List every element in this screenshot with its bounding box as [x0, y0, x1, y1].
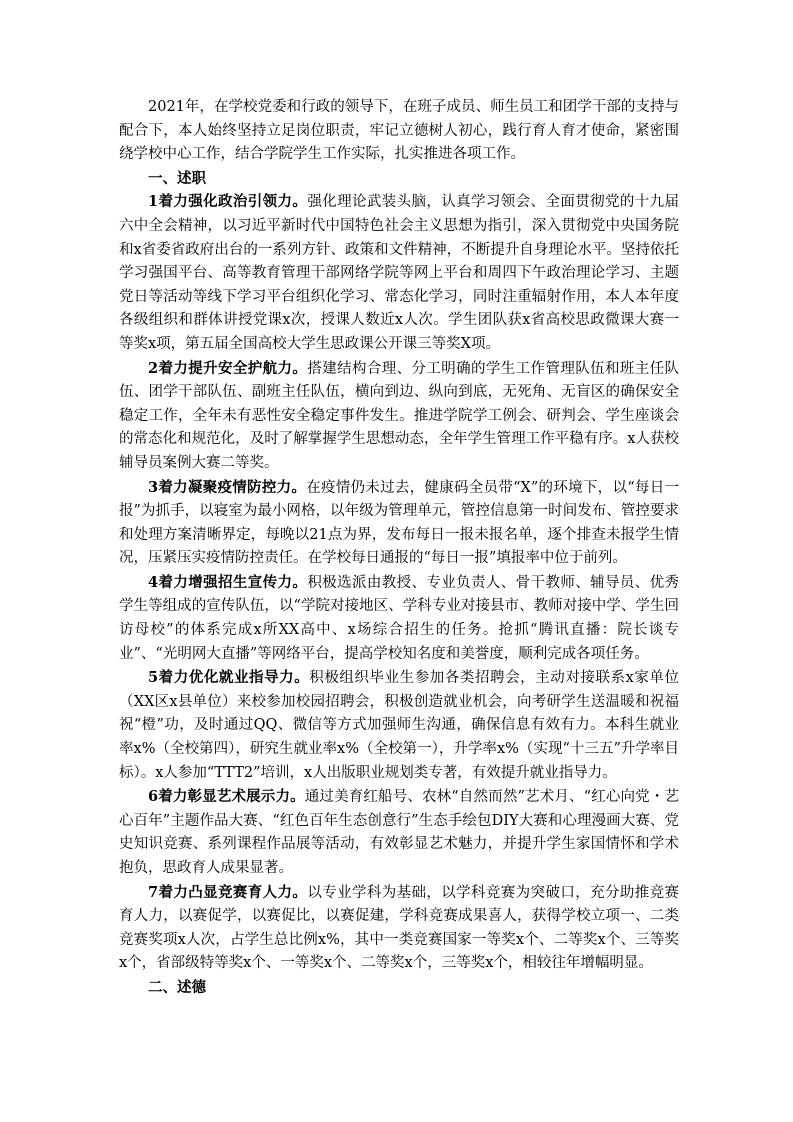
- document-page: [119, 96, 679, 1000]
- item-lead-6: 6着力彰显艺术展示力。: [148, 788, 305, 806]
- item-text-5: 积极组织毕业生参加各类招聘会，主动对接联系x家单位（XX区x县单位）来校参加校园招聘会，积极创造就业机会，向考研学生送温暖和祝福祝“橙”功，及时通过QQ、微信等方式加强师生沟通，确保信息有效有力。本科生就业率x%（全校第四），研究生就业率x%（全校第一），升学率x%（实现“十三五”升学率目标）。x人参加“TTT2”培训，x人出版职业规划类专著，有效提升就业指导力。: [119, 670, 679, 781]
- item-paragraph-5: [119, 666, 679, 785]
- item-paragraph-6: [119, 785, 679, 880]
- item-text-1: 强化理论武装头脑，认真学习领会、全面贯彻党的十九届六中全会精神，以习近平新时代中国特色社会主义思想为指引，深入贯彻党中央国务院和x省委省政府出台的一系列方针、政策和文件精神，不断提升自身理论水平。坚持依托学习强国平台、高等教育管理干部网络学院等网上平台和周四下午政治理论学习、主题党日等活动等线下学习平台组织化学习、常态化学习，同时注重辐射作用，本人本年度各级组织和群体讲授党课x次，授课人数近x人次。学生团队获x省高校思政微课大赛一等奖x项，第五届全国高校大学生思政课公开课三等奖X项。: [119, 194, 680, 352]
- item-paragraph-2: [119, 357, 679, 476]
- item-paragraph-7: [119, 881, 679, 976]
- item-text-4: 积极选派由教授、专业负责人、骨干教师、辅导员、优秀学生等组成的宣传队伍，以“学院对接地区、学科专业对接县市、教师对接中学、学生回访母校”的体系完成x所XX高中、x场综合招生的任务。抢抓“腾讯直播：院长谈专业”、“光明网大直播”等网络平台，提高学校知名度和美誉度，顺利完成各项任务。: [119, 574, 680, 662]
- item-paragraph-4: [119, 571, 679, 666]
- item-lead-1: 1着力强化政治引领力。: [148, 193, 308, 211]
- section-heading-report: 一、述职: [148, 169, 206, 187]
- section-heading-morality: 二、述德: [148, 978, 206, 996]
- item-text-3: 在疫情仍未过去，健康码全员带“X”的环境下，以“每日一报”为抓手，以寝室为最小网格，以年级为管理单元，管控信息第一时间发布、管控要求和处理方案清晰界定，每晚以21点为界，发布每日一报未报名单，逐个排查未报学生情况，压紧压实疫情防控责任。在学校每日通报的“每日一报”填报率中位于前列。: [119, 479, 679, 567]
- item-lead-7: 7着力凸显竞赛育人力。: [148, 883, 308, 901]
- item-text-6: 通过美育红船号、农林“自然而然”艺术月、“红心向党・艺心百年”主题作品大赛、“红色百年生态创意行”生态手绘包DIY大赛和心理漫画大赛、党史知识竞赛、系列课程作品展等活动，有效彰显艺术魅力，并提升学生家国情怀和学术抱负，思政育人成果显著。: [119, 789, 679, 876]
- intro-paragraph: 2021年，在学校党委和行政的领导下，在班子成员、师生员工和团学干部的支持与配合下，本人始终坚持立足岗位职责，牢记立德树人初心，践行育人育才使命，紧密围绕学校中心工作，结合学院学生工作实际，扎实推进各项工作。: [119, 99, 679, 163]
- item-text-7: 以专业学科为基础，以学科竞赛为突破口，充分助推竞赛育人力，以赛促学，以赛促比，以赛促建，学科竞赛成果喜人，获得学校立项一、二类竞赛奖项x人次，占学生总比例x%，其中一类竞赛国家一等奖x个、二等奖x个、三等奖x个，省部级特等奖x个、一等奖x个、二等奖x个，三等奖x个，相较往年增幅明显。: [119, 884, 680, 972]
- item-lead-5: 5着力优化就业指导力。: [148, 669, 310, 687]
- item-lead-3: 3着力凝聚疫情防控力。: [148, 478, 307, 496]
- item-lead-4: 4着力增强招生宣传力。: [148, 573, 308, 591]
- item-paragraph-3: [119, 476, 679, 571]
- item-paragraph-1: [119, 190, 679, 356]
- item-lead-2: 2着力提升安全护航力。: [148, 359, 308, 377]
- item-text-2: 搭建结构合理、分工明确的学生工作管理队伍和班主任队伍、团学干部队伍、副班主任队伍，横向到边、纵向到底，无死角、无盲区的确保安全稳定工作，全年未有恶性安全稳定事件发生。推进学院学工例会、研判会、学生座谈会的常态化和规范化，及时了解掌握学生思想动态，全年学生管理工作平稳有序。x人获校辅导员案例大赛二等奖。: [119, 360, 680, 471]
